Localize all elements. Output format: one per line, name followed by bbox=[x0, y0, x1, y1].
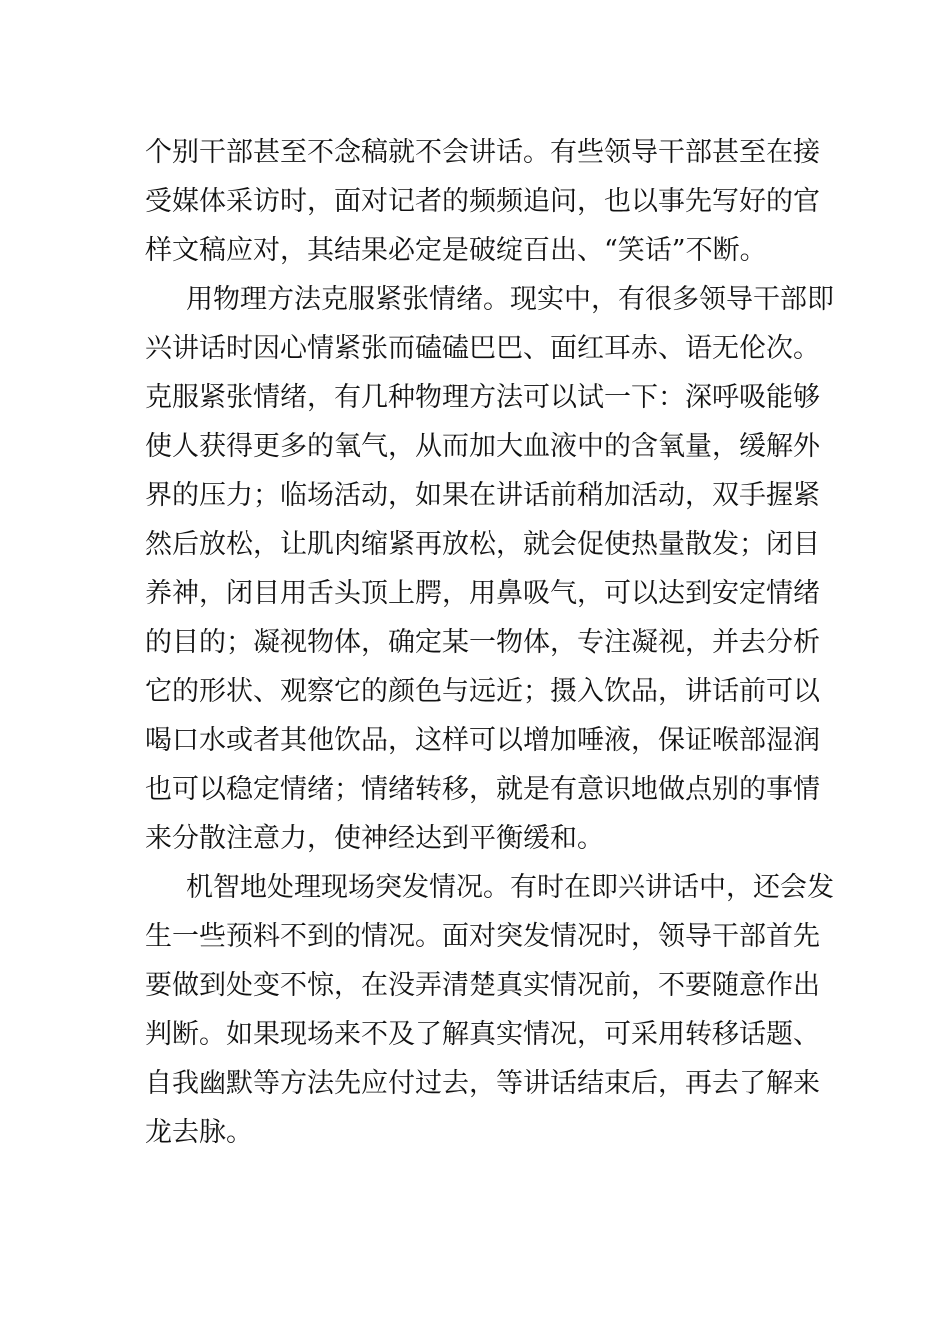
text-line: 个别干部甚至不念稿就不会讲话。有些领导干部甚至在接 bbox=[145, 137, 820, 168]
text-line: 然后放松，让肌肉缩紧再放松，就会促使热量散发；闭目 bbox=[145, 529, 820, 560]
text-line: 用物理方法克服紧张情绪。现实中，有很多领导干部即 bbox=[186, 284, 834, 315]
text-line: 喝口水或者其他饮品，这样可以增加唾液，保证喉部湿润 bbox=[145, 725, 820, 756]
text-line: 龙去脉。 bbox=[145, 1117, 253, 1148]
text-line: 养神，闭目用舌头顶上腭，用鼻吸气，可以达到安定情绪 bbox=[145, 578, 820, 609]
text-line: 兴讲话时因心情紧张而磕磕巴巴、面红耳赤、语无伦次。 bbox=[145, 333, 820, 364]
text-line: 使人获得更多的氧气，从而加大血液中的含氧量，缓解外 bbox=[145, 431, 820, 462]
text-line: 它的形状、观察它的颜色与远近；摄入饮品，讲话前可以 bbox=[145, 676, 820, 707]
text-line: 要做到处变不惊，在没弄清楚真实情况前，不要随意作出 bbox=[145, 970, 820, 1001]
text-line: 机智地处理现场突发情况。有时在即兴讲话中，还会发 bbox=[186, 872, 834, 903]
text-line: 判断。如果现场来不及了解真实情况，可采用转移话题、 bbox=[145, 1019, 820, 1050]
text-line: 克服紧张情绪，有几种物理方法可以试一下：深呼吸能够 bbox=[145, 382, 820, 413]
paragraph-emergencies bbox=[145, 863, 834, 1157]
text-line: 样文稿应对，其结果必定是破绽百出、“笑话”不断。 bbox=[145, 235, 767, 266]
text-line: 生一些预料不到的情况。面对突发情况时，领导干部首先 bbox=[145, 921, 820, 952]
body-text bbox=[145, 128, 834, 1157]
paragraph-continuation bbox=[145, 128, 820, 275]
text-line: 也可以稳定情绪；情绪转移，就是有意识地做点别的事情 bbox=[145, 774, 820, 805]
text-line: 自我幽默等方法先应付过去，等讲话结束后，再去了解来 bbox=[145, 1068, 820, 1099]
text-line: 来分散注意力，使神经达到平衡缓和。 bbox=[145, 823, 604, 854]
text-line: 的目的；凝视物体，确定某一物体，专注凝视，并去分析 bbox=[145, 627, 820, 658]
paragraph-nervousness bbox=[145, 275, 834, 863]
text-line: 界的压力；临场活动，如果在讲话前稍加活动，双手握紧 bbox=[145, 480, 820, 511]
text-line: 受媒体采访时，面对记者的频频追问，也以事先写好的官 bbox=[145, 186, 820, 217]
